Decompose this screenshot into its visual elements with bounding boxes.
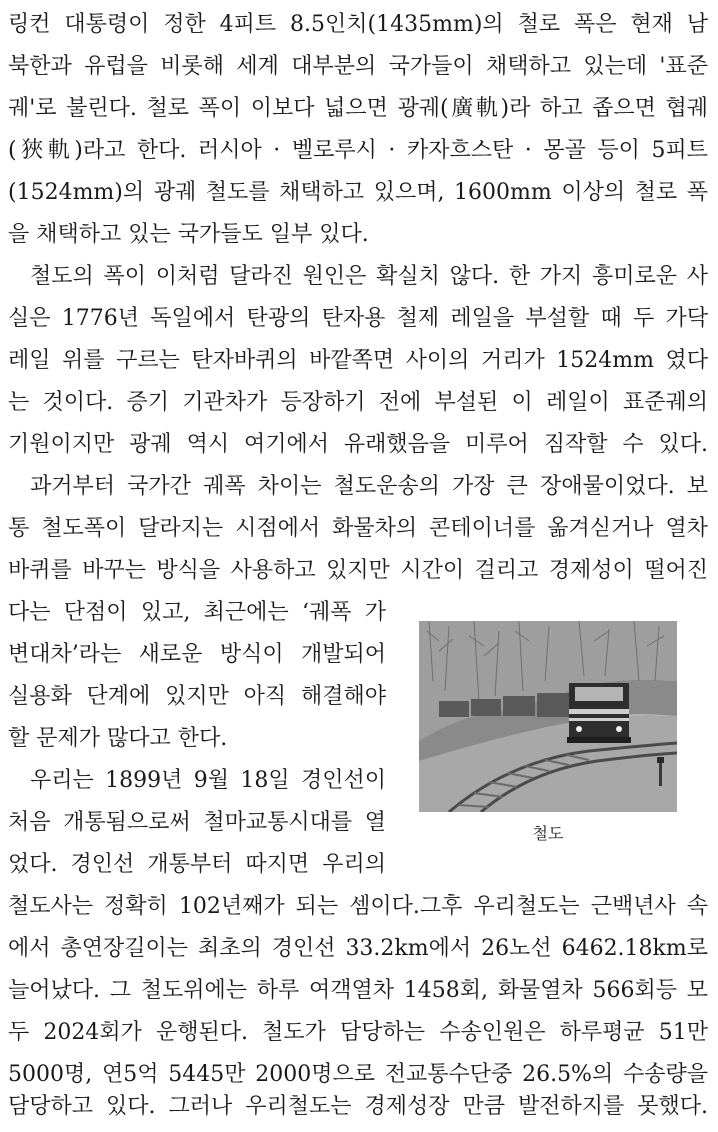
text-line: 철도사는 정확히 102년째가 되는 셈이다.그후 우리철도는 근백년사 속 (8, 894, 708, 919)
text-line: 두 2024회가 운행된다. 철도가 담당하는 수송인원은 하루평균 51만 (8, 1020, 708, 1045)
text-line: 레일 위를 구르는 탄자바퀴의 바깥쪽면 사이의 거리가 1524mm 였다 (8, 348, 708, 373)
text-line: 북한과 유럽을 비롯해 세계 대부분의 국가들이 채택하고 있는데 '표준 (8, 54, 708, 79)
text-line: 실은 1776년 독일에서 탄광의 탄자용 철제 레일을 부설할 때 두 가닥 (8, 306, 708, 331)
text-line: 철도의 폭이 이처럼 달라진 원인은 확실치 않다. 한 가지 흥미로운 사 (30, 264, 708, 289)
text-line: 링컨 대통령이 정한 4피트 8.5인치(1435mm)의 철로 폭은 현재 남 (8, 12, 708, 37)
text-line: 과거부터 국가간 궤폭 차이는 철도운송의 가장 큰 장애물이었다. 보 (30, 474, 708, 499)
text-line: 5000명, 연5억 5445만 2000명으로 전교통수단중 26.5%의 수송량을 (8, 1062, 708, 1087)
text-line: 실용화 단계에 있지만 아직 해결해야 (8, 684, 386, 709)
text-line: 우리는 1899년 9월 18일 경인선이 (30, 768, 386, 793)
text-line: 바퀴를 바꾸는 방식을 사용하고 있지만 시간이 걸리고 경제성이 떨어진 (8, 558, 708, 583)
text-line: 을 채택하고 있는 국가들도 일부 있다. (8, 222, 369, 247)
text-line: 늘어났다. 그 철도위에는 하루 여객열차 1458회, 화물열차 566회등 모 (8, 978, 708, 1003)
photo-caption: 철도 (532, 824, 564, 843)
text-line: 궤'로 불린다. 철로 폭이 이보다 넓으면 광궤(廣軌)라 하고 좁으면 협궤 (8, 96, 708, 121)
text-line: (狹軌)라고 한다. 러시아 · 벨로루시 · 카자흐스탄 · 몽골 등이 5피트 (8, 138, 708, 163)
train-photo (419, 621, 677, 812)
text-line: 다는 단점이 있고, 최근에는 ‘궤폭 가 (8, 600, 386, 625)
text-line: 통 철도폭이 달라지는 시점에서 화물차의 콘테이너를 옮겨싣거나 열차 (8, 516, 708, 541)
text-line: 담당하고 있다. 그러나 우리철도는 경제성장 만큼 발전하지를 못했다. (8, 1094, 708, 1119)
text-line: 변대차’라는 새로운 방식이 개발되어 (8, 642, 386, 667)
text-line: 할 문제가 많다고 한다. (8, 726, 228, 751)
text-line: 는 것이다. 증기 기관차가 등장하기 전에 부설된 이 레일이 표준궤의 (8, 390, 708, 415)
train-photo-illustration (419, 621, 677, 812)
text-line: 었다. 경인선 개통부터 따지면 우리의 (8, 852, 386, 877)
text-line: (1524mm)의 광궤 철도를 채택하고 있으며, 1600mm 이상의 철로 폭 (8, 180, 708, 205)
text-line: 에서 총연장길이는 최초의 경인선 33.2km에서 26노선 6462.18km로 (8, 936, 708, 961)
text-line: 기원이지만 광궤 역시 여기에서 유래했음을 미루어 짐작할 수 있다. (8, 432, 708, 457)
text-line: 처음 개통됨으로써 철마교통시대를 열 (8, 810, 386, 835)
